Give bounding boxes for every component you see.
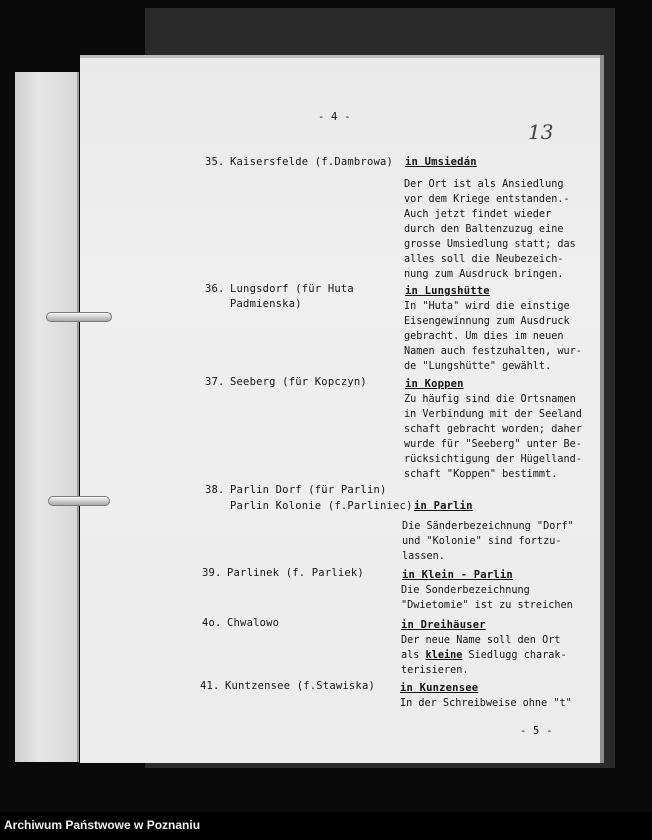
binding-string-upper — [46, 312, 112, 322]
text-line: "Dwietomie" ist zu streichen — [401, 600, 573, 611]
entry-35-name: Kaisersfelde (f.Dambrowa) — [230, 156, 394, 168]
text-line: schaft "Koppen" bestimmt. — [404, 469, 558, 480]
text-line: grosse Umsiedlung statt; das — [404, 239, 576, 250]
next-page-indicator: - 5 - — [520, 725, 553, 737]
entry-39-name: Parlinek (f. Parliek) — [227, 567, 364, 579]
text-line: rücksichtigung der Hügelland- — [404, 454, 582, 465]
text-fragment: als — [401, 650, 426, 661]
entry-41-text — [400, 696, 572, 711]
text-line: Zu häufig sind die Ortsnamen — [404, 394, 576, 405]
text-line: Der neue Name soll den Ort — [401, 635, 561, 646]
binder-spine — [15, 72, 79, 762]
entry-36-number: 36. — [205, 283, 225, 295]
text-line: und "Kolonie" sind fortzu- — [402, 536, 562, 547]
text-line: lassen. — [402, 551, 445, 562]
entry-38-number: 38. — [205, 484, 225, 496]
entry-37-text — [404, 392, 582, 482]
entry-38-name-cont: Parlin Kolonie (f.Parliniec) — [230, 500, 413, 512]
entry-37-name: Seeberg (für Kopczyn) — [230, 376, 367, 388]
text-line: alles soll die Neubezeich- — [404, 254, 564, 265]
text-line: gebracht. Um dies im neuen — [404, 331, 564, 342]
entry-40-target: in Dreihäuser — [401, 619, 486, 631]
entry-38-name: Parlin Dorf (für Parlin) — [230, 484, 387, 496]
entry-40-number: 4o. — [202, 617, 222, 629]
entry-35-text — [404, 177, 576, 282]
entry-35-target: in Umsiedán — [405, 156, 477, 168]
entry-37-number: 37. — [205, 376, 225, 388]
text-line: Auch jetzt findet wieder — [404, 209, 552, 220]
text-line: In "Huta" wird die einstige — [404, 301, 570, 312]
entry-35-number: 35. — [205, 156, 225, 168]
entry-39-text — [401, 583, 573, 613]
handwritten-folio-number: 13 — [528, 120, 554, 144]
text-line: nung zum Ausdruck bringen. — [404, 269, 564, 280]
text-line: Eisengewinnung zum Ausdruck — [404, 316, 570, 327]
entry-40-text — [401, 633, 567, 678]
text-line: schaft gebracht worden; daher — [404, 424, 582, 435]
text-line: Die Sonderbezeichnung — [401, 585, 530, 596]
text-line: de "Lungshütte" gewählt. — [404, 361, 552, 372]
entry-37-target: in Koppen — [405, 378, 464, 390]
text-line: Der Ort ist als Ansiedlung — [404, 179, 564, 190]
entry-41-number: 41. — [200, 680, 220, 692]
text-line: terisieren. — [401, 665, 469, 676]
page-number: - 4 - — [318, 111, 351, 123]
entry-36-text — [404, 299, 582, 374]
entry-39-target: in Klein - Parlin — [402, 569, 513, 581]
text-line: wurde für "Seeberg" unter Be- — [404, 439, 582, 450]
archive-footer — [0, 812, 652, 840]
text-line — [401, 648, 567, 663]
entry-36-name-cont: Padmienska) — [230, 298, 302, 310]
underlined-word: kleine — [425, 650, 463, 661]
archive-credit: Archiwum Państwowe w Poznaniu — [4, 818, 201, 832]
text-line: Die Sänderbezeichnung "Dorf" — [402, 521, 574, 532]
text-line: Namen auch festzuhalten, wur- — [404, 346, 582, 357]
document-page — [80, 55, 600, 763]
entry-36-name: Lungsdorf (für Huta — [230, 283, 354, 295]
entry-38-target: in Parlin — [414, 500, 473, 512]
text-fragment: Siedlugg charak- — [462, 650, 567, 661]
entry-38-text — [402, 519, 574, 564]
text-line: durch den Baltenzuzug eine — [404, 224, 564, 235]
entry-41-name: Kuntzensee (f.Stawiska) — [225, 680, 375, 692]
binding-string-lower — [48, 496, 110, 506]
text-line: vor dem Kriege entstanden.- — [404, 194, 570, 205]
entry-36-target: in Lungshütte — [405, 285, 490, 297]
entry-41-target: in Kunzensee — [400, 682, 479, 694]
text-line: in Verbindung mit der Seeland — [404, 409, 582, 420]
text-line: In der Schreibweise ohne "t" — [400, 698, 572, 709]
entry-40-name: Chwalowo — [227, 617, 280, 629]
entry-39-number: 39. — [202, 567, 222, 579]
